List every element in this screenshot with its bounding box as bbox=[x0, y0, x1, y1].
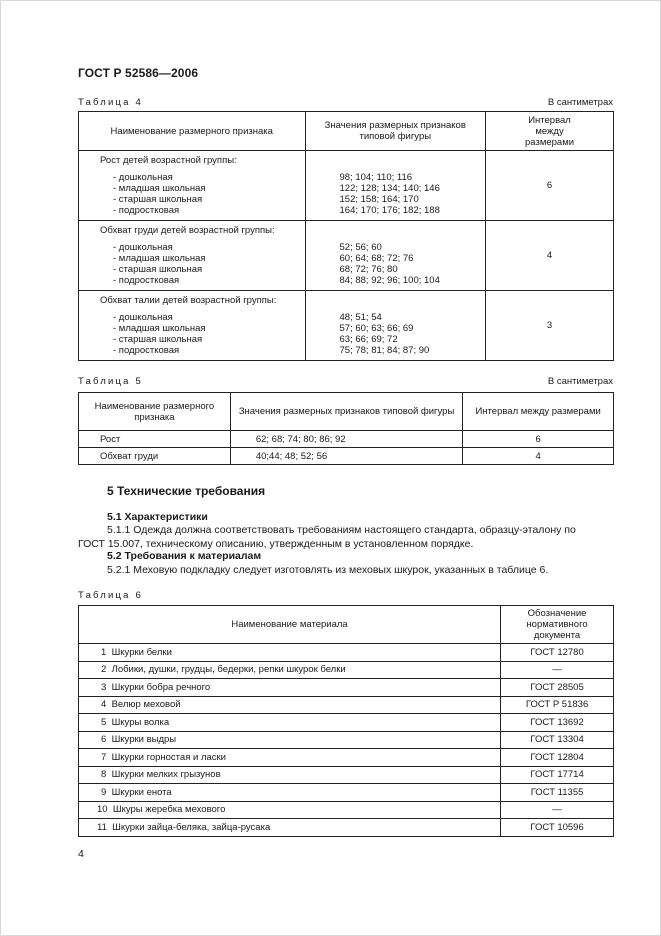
row-name: - подростковая bbox=[113, 345, 180, 356]
row-name: - дошкольная bbox=[113, 312, 173, 323]
table5-col-interval: Интервал между размерами bbox=[463, 393, 614, 431]
row-doc: ГОСТ 11355 bbox=[501, 784, 614, 802]
row-number: 11 bbox=[97, 821, 107, 833]
row-values: 48; 51; 54 bbox=[339, 312, 382, 323]
row-name: Шкурки бобра речного bbox=[111, 681, 211, 693]
table4-col-interval: Интервал между размерами bbox=[486, 112, 614, 151]
row-number: 5 bbox=[101, 716, 107, 728]
row-name: Обхват груди bbox=[79, 448, 231, 465]
row-doc: ГОСТ 10596 bbox=[501, 819, 614, 837]
row-name: - младшая школьная bbox=[113, 253, 206, 264]
table4-group-chest bbox=[79, 221, 614, 291]
row-name: - старшая школьная bbox=[113, 194, 203, 205]
row-name: - младшая школьная bbox=[113, 183, 206, 194]
group-label: Обхват талии детей возрастной группы: bbox=[100, 295, 277, 306]
table-row bbox=[79, 766, 614, 784]
table-row bbox=[79, 714, 614, 732]
row-name: Лобики, душки, грудцы, бедерки, репки шкурок белки bbox=[111, 664, 346, 676]
row-number: 10 bbox=[97, 804, 108, 816]
table6-col-name: Наименование материала bbox=[79, 606, 501, 644]
row-interval: 3 bbox=[486, 291, 614, 361]
row-values: 164; 170; 176; 182; 188 bbox=[339, 205, 440, 216]
row-values: 62; 68; 74; 80; 86; 92 bbox=[230, 431, 462, 448]
row-name: - дошкольная bbox=[113, 242, 173, 253]
row-values: 152; 158; 164; 170 bbox=[339, 194, 419, 205]
row-name: - старшая школьная bbox=[113, 264, 203, 275]
row-name: Шкуры волка bbox=[111, 716, 170, 728]
row-name: Шкурки белки bbox=[111, 646, 172, 658]
table-row bbox=[79, 431, 614, 448]
row-interval: 4 bbox=[463, 448, 614, 465]
table-row bbox=[79, 661, 614, 679]
table-row bbox=[79, 801, 614, 819]
table5-col-values: Значения размерных признаков типовой фигуры bbox=[230, 393, 462, 431]
row-number: 2 bbox=[101, 664, 107, 676]
table-row bbox=[79, 679, 614, 697]
row-doc: ГОСТ 12780 bbox=[501, 644, 614, 662]
row-number: 6 bbox=[101, 734, 107, 746]
row-doc: ГОСТ 28505 bbox=[501, 679, 614, 697]
row-name: Велюр меховой bbox=[111, 699, 181, 711]
paragraph-5-2-1: 5.2.1 Меховую подкладку следует изготовлять из меховых шкурок, указанных в таблице 6. bbox=[107, 564, 549, 576]
row-values: 60; 64; 68; 72; 76 bbox=[339, 253, 414, 264]
table6-caption: Таблица 6 bbox=[78, 590, 143, 601]
row-name: Шкурки выдры bbox=[111, 734, 177, 746]
row-values: 63; 66; 69; 72 bbox=[339, 334, 398, 345]
row-name: Шкурки мелких грызунов bbox=[111, 769, 221, 781]
row-name: - младшая школьная bbox=[113, 323, 206, 334]
table4-col-values: Значения размерных признаков типовой фигуры bbox=[305, 112, 486, 151]
table4-group-waist bbox=[79, 291, 614, 361]
table-row bbox=[79, 784, 614, 802]
table6 bbox=[78, 605, 614, 837]
table5-caption: Таблица 5 bbox=[78, 376, 143, 387]
row-name: - старшая школьная bbox=[113, 334, 203, 345]
row-number: 3 bbox=[101, 681, 107, 693]
row-interval: 6 bbox=[463, 431, 614, 448]
row-doc: ГОСТ 12804 bbox=[501, 749, 614, 767]
row-name: Шкурки зайца-беляка, зайца-русака bbox=[112, 821, 271, 833]
row-number: 8 bbox=[101, 769, 107, 781]
table6-col-doc: Обозначение нормативного документа bbox=[501, 606, 614, 644]
table4-unit: В сантиметрах bbox=[547, 97, 613, 108]
row-doc: ГОСТ 17714 bbox=[501, 766, 614, 784]
page-number: 4 bbox=[78, 848, 84, 860]
row-number: 1 bbox=[101, 646, 107, 658]
row-doc: — bbox=[501, 801, 614, 819]
paragraph-5-1-1-line2: ГОСТ 15.007, техническому описанию, утвержденным в установленном порядке. bbox=[78, 538, 474, 550]
row-values: 52; 56; 60 bbox=[339, 242, 382, 253]
table-row bbox=[79, 696, 614, 714]
document-header: ГОСТ Р 52586—2006 bbox=[78, 66, 199, 80]
row-name: - дошкольная bbox=[113, 172, 173, 183]
row-values: 122; 128; 134; 140; 146 bbox=[339, 183, 440, 194]
row-doc: ГОСТ Р 51836 bbox=[501, 696, 614, 714]
table4-caption: Таблица 4 bbox=[78, 97, 143, 108]
table5-col-name: Наименование размерного признака bbox=[79, 393, 231, 431]
row-doc: ГОСТ 13304 bbox=[501, 731, 614, 749]
group-label: Рост детей возрастной группы: bbox=[100, 155, 237, 166]
row-name: Шкуры жеребка мехового bbox=[112, 804, 226, 816]
section-title: 5 Технические требования bbox=[107, 484, 266, 498]
row-name: - подростковая bbox=[113, 205, 180, 216]
table5 bbox=[78, 392, 614, 465]
row-name: Шкурки горностая и ласки bbox=[111, 751, 226, 763]
row-number: 9 bbox=[101, 786, 107, 798]
table4 bbox=[78, 111, 614, 361]
row-doc: ГОСТ 13692 bbox=[501, 714, 614, 732]
row-number: 4 bbox=[101, 699, 107, 711]
row-name: - подростковая bbox=[113, 275, 180, 286]
paragraph-5-1-1-line1: 5.1.1 Одежда должна соответствовать требованиям настоящего стандарта, образцу-эталону по bbox=[107, 524, 576, 536]
row-values: 98; 104; 110; 116 bbox=[339, 172, 413, 183]
table4-group-height bbox=[79, 151, 614, 221]
table5-unit: В сантиметрах bbox=[547, 376, 613, 387]
row-interval: 6 bbox=[486, 151, 614, 221]
row-values: 57; 60; 63; 66; 69 bbox=[339, 323, 414, 334]
table-row bbox=[79, 819, 614, 837]
subsection-title-5-2: 5.2 Требования к материалам bbox=[107, 550, 262, 562]
row-values: 68; 72; 76; 80 bbox=[339, 264, 398, 275]
row-values: 84; 88; 92; 96; 100; 104 bbox=[339, 275, 440, 286]
table-row bbox=[79, 448, 614, 465]
table4-col-name: Наименование размерного признака bbox=[79, 112, 306, 151]
group-label: Обхват груди детей возрастной группы: bbox=[100, 225, 275, 236]
row-interval: 4 bbox=[486, 221, 614, 291]
row-name: Рост bbox=[79, 431, 231, 448]
row-name: Шкурки енота bbox=[111, 786, 172, 798]
row-doc: — bbox=[501, 661, 614, 679]
row-values: 75; 78; 81; 84; 87; 90 bbox=[339, 345, 430, 356]
table-row bbox=[79, 644, 614, 662]
table-row bbox=[79, 749, 614, 767]
table-row bbox=[79, 731, 614, 749]
subsection-title-5-1: 5.1 Характеристики bbox=[107, 511, 208, 523]
row-values: 40;44; 48; 52; 56 bbox=[230, 448, 462, 465]
row-number: 7 bbox=[101, 751, 107, 763]
